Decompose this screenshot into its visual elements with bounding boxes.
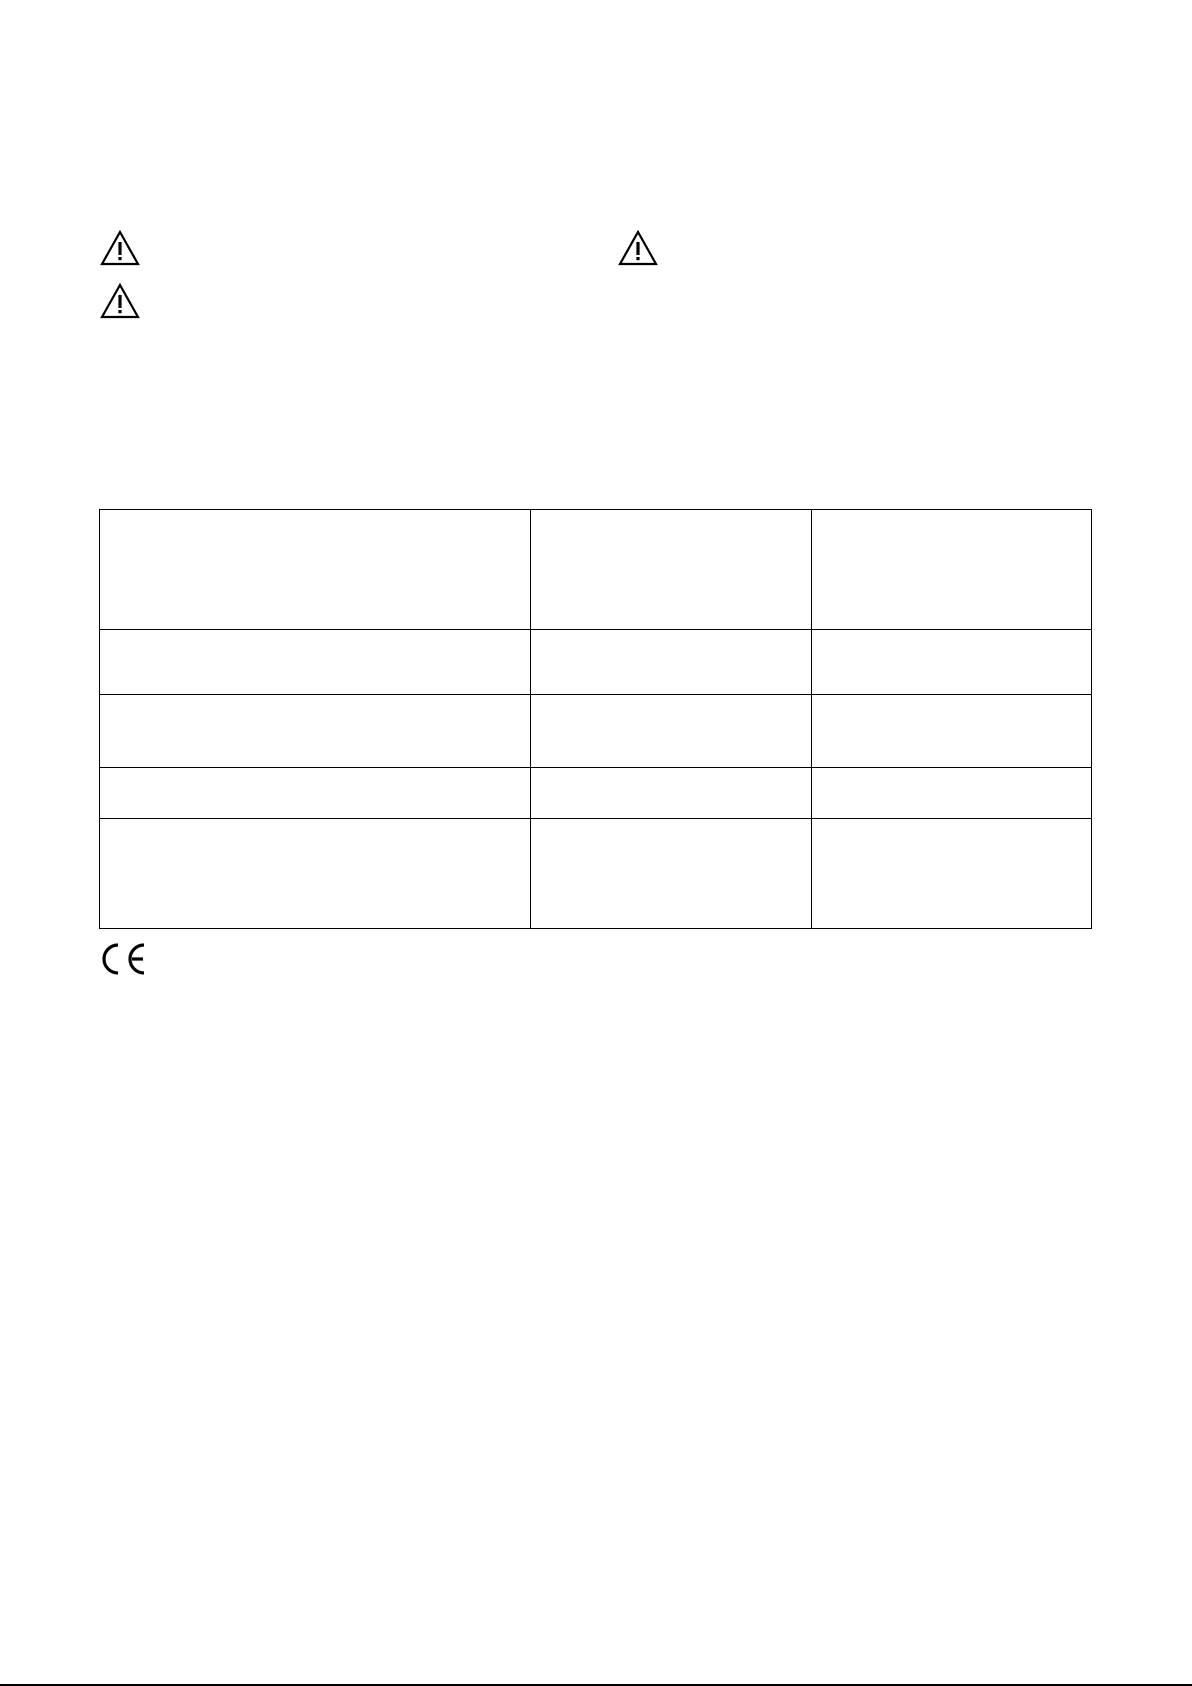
table-cell (100, 630, 531, 695)
table-cell (812, 819, 1092, 929)
table-cell (812, 768, 1092, 819)
table-row (100, 510, 1092, 630)
table-row (100, 768, 1092, 819)
warning-triangle-icon (100, 230, 140, 266)
table-cell (100, 819, 531, 929)
table-cell (531, 695, 812, 768)
spec-table (99, 509, 1092, 929)
table-cell (812, 695, 1092, 768)
table-cell (531, 768, 812, 819)
table-cell (100, 510, 531, 630)
table-cell (812, 510, 1092, 630)
table-cell (100, 695, 531, 768)
table-row (100, 819, 1092, 929)
warning-triangle-icon (618, 230, 658, 266)
table-row (100, 630, 1092, 695)
table-cell (531, 819, 812, 929)
warning-triangle-icon (100, 283, 140, 319)
table-cell (100, 768, 531, 819)
ce-mark-logo (101, 942, 147, 976)
table-cell (531, 510, 812, 630)
table-cell (812, 630, 1092, 695)
table-row (100, 695, 1092, 768)
table-cell (531, 630, 812, 695)
